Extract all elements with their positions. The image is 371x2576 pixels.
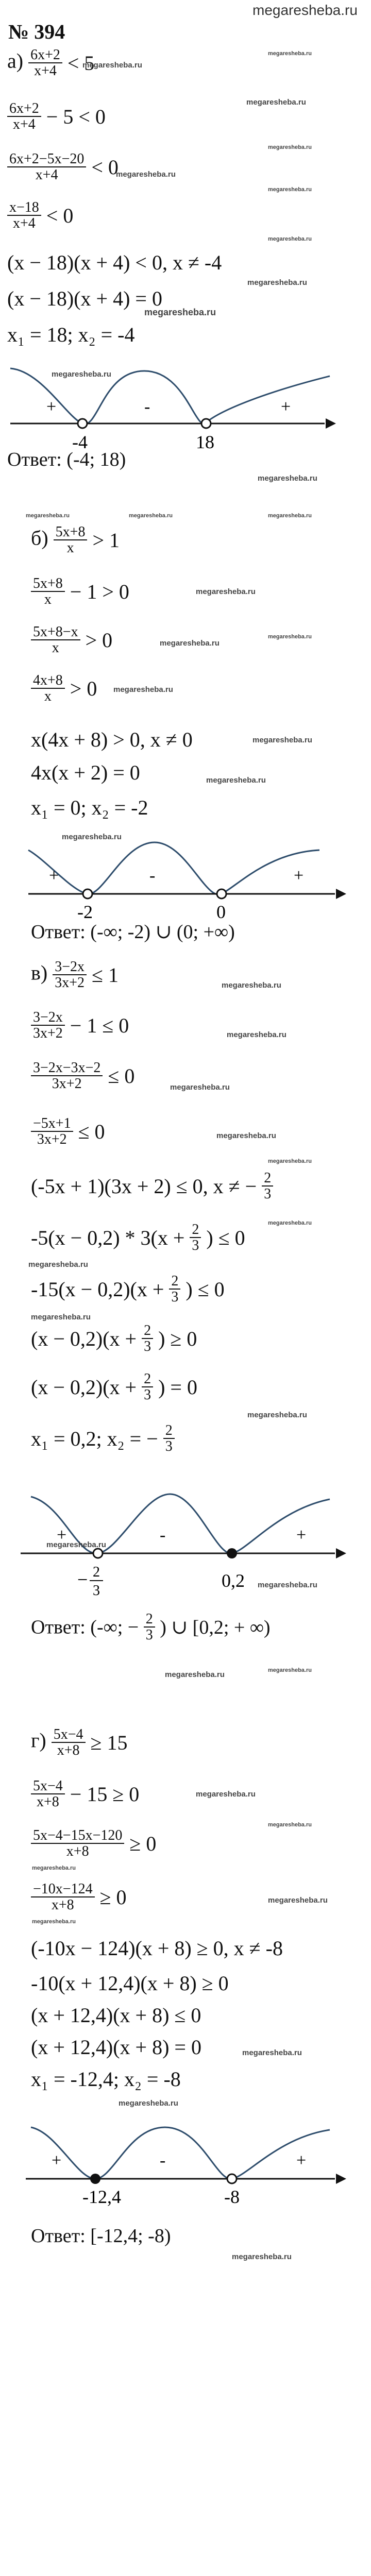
watermark: megaresheba.ru — [242, 2048, 302, 2057]
watermark: megaresheba.ru — [268, 50, 312, 57]
part-d-line-5: (-10x − 124)(x + 8) ≥ 0, x ≠ -8 — [31, 1937, 283, 1960]
part-a-line-3: $\frac{6x+2-5x-20}{x+4}$ < 0 — [7, 151, 119, 183]
watermark: megaresheba.ru — [268, 1822, 312, 1828]
part-c-line-2: $\frac{3-2x}{3x+2}$ − 1 ≤ 0 — [31, 1010, 129, 1041]
fraction: $\frac{x-18}{x+4}$ — [7, 200, 41, 231]
part-d-line-7: (x + 12,4)(x + 8) ≤ 0 — [31, 2004, 201, 2027]
part-a-line-4: $\frac{x-18}{x+4}$ < 0 — [7, 200, 73, 231]
part-c-line-4: $\frac{-5x+1}{3x+2}$ ≤ 0 — [31, 1116, 105, 1147]
point-label: − — [77, 1569, 88, 1590]
point-label: -2 — [77, 902, 93, 922]
watermark: megaresheba.ru — [247, 278, 307, 287]
fraction: $\frac{5x-4}{x+8}$ — [52, 1727, 86, 1758]
open-point — [83, 889, 92, 899]
part-d-line-4: $\frac{-10x-124}{x+8}$ ≥ 0 — [31, 1882, 127, 1913]
watermark: megaresheba.ru — [196, 1790, 256, 1799]
watermark: megaresheba.ru — [268, 1220, 312, 1226]
watermark: megaresheba.ru — [52, 370, 111, 379]
watermark: megaresheba.ru — [268, 187, 312, 193]
part-b-line-5: x(4x + 8) > 0, x ≠ 0 — [31, 728, 193, 751]
problem-number: № 394 — [8, 20, 65, 43]
watermark: megaresheba.ru — [113, 685, 173, 694]
part-d-line-9: x₁ = -12,4; x₂ = -8 — [31, 2067, 181, 2091]
point-label: -4 — [72, 432, 88, 452]
part-a-line-2: $\frac{6x+2}{x+4}$ − 5 < 0 — [7, 101, 106, 132]
point-label: -8 — [224, 2187, 240, 2207]
fraction: $\frac{5x+8}{x}$ — [31, 576, 65, 607]
axis-arrow — [336, 889, 346, 899]
sign-label: + — [52, 2151, 62, 2170]
closed-point — [90, 2174, 100, 2184]
sign-label: + — [296, 2151, 307, 2170]
fraction: $\frac{-5x+1}{3x+2}$ — [31, 1116, 73, 1147]
fraction: $\frac{5x-4-15x-120}{x+8}$ — [31, 1828, 124, 1859]
axis-arrow — [336, 1548, 346, 1558]
part-a-label: а) — [7, 49, 24, 73]
watermark: megaresheba.ru — [119, 2099, 178, 2108]
part-d-line-2: $\frac{5x-4}{x+8}$ − 15 ≥ 0 — [31, 1778, 139, 1810]
watermark: megaresheba.ru — [258, 1581, 317, 1589]
part-b-line-2: $\frac{5x+8}{x}$ − 1 > 0 — [31, 576, 129, 607]
fraction: $\frac{2}{3}$ — [144, 1612, 155, 1643]
sign-label: + — [46, 397, 57, 416]
fraction: $\frac{6x+2}{x+4}$ — [28, 47, 62, 79]
watermark: megaresheba.ru — [222, 981, 281, 990]
sign-curve — [28, 842, 319, 894]
watermark: megaresheba.ru — [32, 1919, 76, 1925]
fraction: $\frac{-10x-124}{x+8}$ — [31, 1882, 95, 1913]
fraction: $\frac{2}{3}$ — [163, 1423, 175, 1454]
sign-label: - — [144, 397, 150, 416]
part-b-label: б) — [31, 526, 48, 550]
part-c-label: в) — [31, 961, 48, 985]
fraction: $\frac{6x+2-5x-20}{x+4}$ — [7, 151, 86, 183]
fraction: $\frac{3-2x}{3x+2}$ — [31, 1010, 65, 1041]
watermark: megaresheba.ru — [62, 833, 122, 841]
watermark: megaresheba.ru — [246, 98, 306, 107]
fraction: $\frac{5x+8}{x}$ — [54, 524, 88, 556]
watermark: megaresheba.ru — [206, 776, 266, 785]
fraction: $\frac{2}{3}$ — [142, 1323, 153, 1354]
sign-label: + — [57, 1526, 67, 1545]
part-b-line-4: $\frac{4x+8}{x}$ > 0 — [31, 673, 97, 704]
sign-label: + — [296, 1526, 307, 1545]
open-point — [78, 419, 87, 428]
part-a-line-5: (x − 18)(x + 4) < 0, x ≠ -4 — [7, 251, 222, 274]
site-header: megaresheba.ru — [252, 2, 358, 18]
sign-label: - — [160, 2151, 166, 2170]
sign-label: + — [294, 866, 304, 885]
part-c-line-3: $\frac{3-2x-3x-2}{3x+2}$ ≤ 0 — [31, 1060, 134, 1092]
watermark: megaresheba.ru — [165, 1670, 225, 1679]
watermark: megaresheba.ru — [268, 1896, 328, 1905]
point-label: 2 — [93, 1564, 100, 1580]
watermark: megaresheba.ru — [268, 1667, 312, 1673]
watermark: megaresheba.ru — [82, 61, 142, 70]
watermark: megaresheba.ru — [196, 587, 256, 596]
part-b-line-1: б) $\frac{5x+8}{x}$ > 1 — [31, 524, 120, 556]
watermark: megaresheba.ru — [28, 1260, 88, 1269]
part-c-line-6: -5(x − 0,2) * 3(x + $\frac{2}{3}$ ) ≤ 0 — [31, 1222, 245, 1254]
watermark: megaresheba.ru — [129, 513, 173, 519]
part-b-line-3: $\frac{5x+8-x}{x}$ > 0 — [31, 624, 112, 656]
watermark: megaresheba.ru — [268, 513, 312, 519]
sign-label: + — [281, 397, 291, 416]
part-b-line-6: 4x(x + 2) = 0 — [31, 761, 140, 784]
part-c-line-9: (x − 0,2)(x + $\frac{2}{3}$ ) = 0 — [31, 1371, 197, 1403]
part-c-line-5: (-5x + 1)(3x + 2) ≤ 0, x ≠ − $\frac{2}{3}$ — [31, 1171, 273, 1202]
open-point — [93, 1549, 103, 1558]
watermark: megaresheba.ru — [252, 736, 312, 744]
open-point — [217, 889, 226, 899]
watermark: megaresheba.ru — [26, 513, 70, 519]
sign-label: - — [149, 866, 156, 885]
point-label: -12,4 — [82, 2187, 121, 2207]
open-point — [201, 419, 211, 428]
point-label: 0 — [216, 902, 226, 922]
part-d-line-6: -10(x + 12,4)(x + 8) ≥ 0 — [31, 1972, 229, 1995]
point-label: 18 — [196, 432, 214, 452]
part-c-line-7: -15(x − 0,2)(x + $\frac{2}{3}$ ) ≤ 0 — [31, 1273, 225, 1306]
sign-chart-b — [0, 829, 371, 933]
part-a-line-1: а) $\frac{6x+2}{x+4}$ < 5 — [7, 47, 95, 79]
watermark: megaresheba.ru — [144, 307, 216, 317]
part-d-answer: Ответ: [-12,4; -8) — [31, 2225, 171, 2247]
fraction: $\frac{6x+2}{x+4}$ — [7, 101, 41, 132]
part-a-line-6: (x − 18)(x + 4) = 0 — [7, 287, 162, 310]
watermark: megaresheba.ru — [160, 639, 220, 648]
fraction: $\frac{2}{3}$ — [262, 1171, 273, 1202]
part-d-label: г) — [31, 1728, 46, 1752]
watermark: megaresheba.ru — [232, 2252, 292, 2261]
axis-arrow — [336, 2174, 346, 2184]
fraction: $\frac{3-2x-3x-2}{3x+2}$ — [31, 1060, 103, 1092]
watermark: megaresheba.ru — [268, 144, 312, 150]
part-a-line-7: x₁ = 18; x₂ = -4 — [7, 323, 135, 346]
part-c-answer: Ответ: (-∞; − $\frac{2}{3}$ ) ∪ [0,2; + ∞) — [31, 1611, 271, 1643]
part-b-line-7: x₁ = 0; x₂ = -2 — [31, 796, 148, 819]
part-b-answer: Ответ: (-∞; -2) ∪ (0; +∞) — [31, 921, 235, 943]
fraction: $\frac{3-2x}{3x+2}$ — [53, 959, 87, 991]
part-d-line-1: г) $\frac{5x-4}{x+8}$ ≥ 15 — [31, 1726, 128, 1759]
watermark: megaresheba.ru — [258, 474, 317, 483]
sign-label: + — [49, 866, 59, 885]
fraction: $\frac{2}{3}$ — [190, 1222, 201, 1253]
watermark: megaresheba.ru — [268, 1158, 312, 1164]
closed-point — [227, 1548, 237, 1558]
watermark: megaresheba.ru — [116, 170, 176, 179]
fraction: $\frac{5x+8-x}{x}$ — [31, 624, 80, 656]
fraction: $\frac{2}{3}$ — [169, 1274, 180, 1305]
part-c-line-8: (x − 0,2)(x + $\frac{2}{3}$ ) ≥ 0 — [31, 1323, 197, 1355]
watermark: megaresheba.ru — [170, 1083, 230, 1092]
watermark: megaresheba.ru — [216, 1131, 276, 1140]
fraction: $\frac{5x-4}{x+8}$ — [31, 1778, 65, 1810]
watermark: megaresheba.ru — [268, 236, 312, 242]
axis-arrow — [326, 418, 336, 429]
part-c-line-1: в) $\frac{3-2x}{3x+2}$ ≤ 1 — [31, 959, 119, 991]
watermark: megaresheba.ru — [227, 1030, 286, 1039]
part-c-line-10: x₁ = 0,2; x₂ = − $\frac{2}{3}$ — [31, 1423, 175, 1454]
watermark: megaresheba.ru — [247, 1411, 307, 1419]
part-d-line-3: $\frac{5x-4-15x-120}{x+8}$ ≥ 0 — [31, 1828, 156, 1859]
part-a-answer: Ответ: (-4; 18) — [7, 449, 126, 470]
point-label: 0,2 — [222, 1570, 245, 1591]
fraction: $\frac{4x+8}{x}$ — [31, 673, 65, 704]
point-label: 3 — [93, 1583, 100, 1599]
open-point — [227, 2174, 237, 2183]
watermark: megaresheba.ru — [32, 1865, 76, 1871]
fraction: $\frac{2}{3}$ — [142, 1371, 153, 1403]
watermark: megaresheba.ru — [31, 1313, 91, 1321]
sign-curve — [31, 2127, 330, 2179]
sign-chart-d — [0, 2114, 371, 2223]
watermark: megaresheba.ru — [46, 1540, 106, 1549]
part-d-line-8: (x + 12,4)(x + 8) = 0 — [31, 2036, 201, 2059]
sign-label: - — [160, 1526, 166, 1545]
watermark: megaresheba.ru — [268, 634, 312, 640]
